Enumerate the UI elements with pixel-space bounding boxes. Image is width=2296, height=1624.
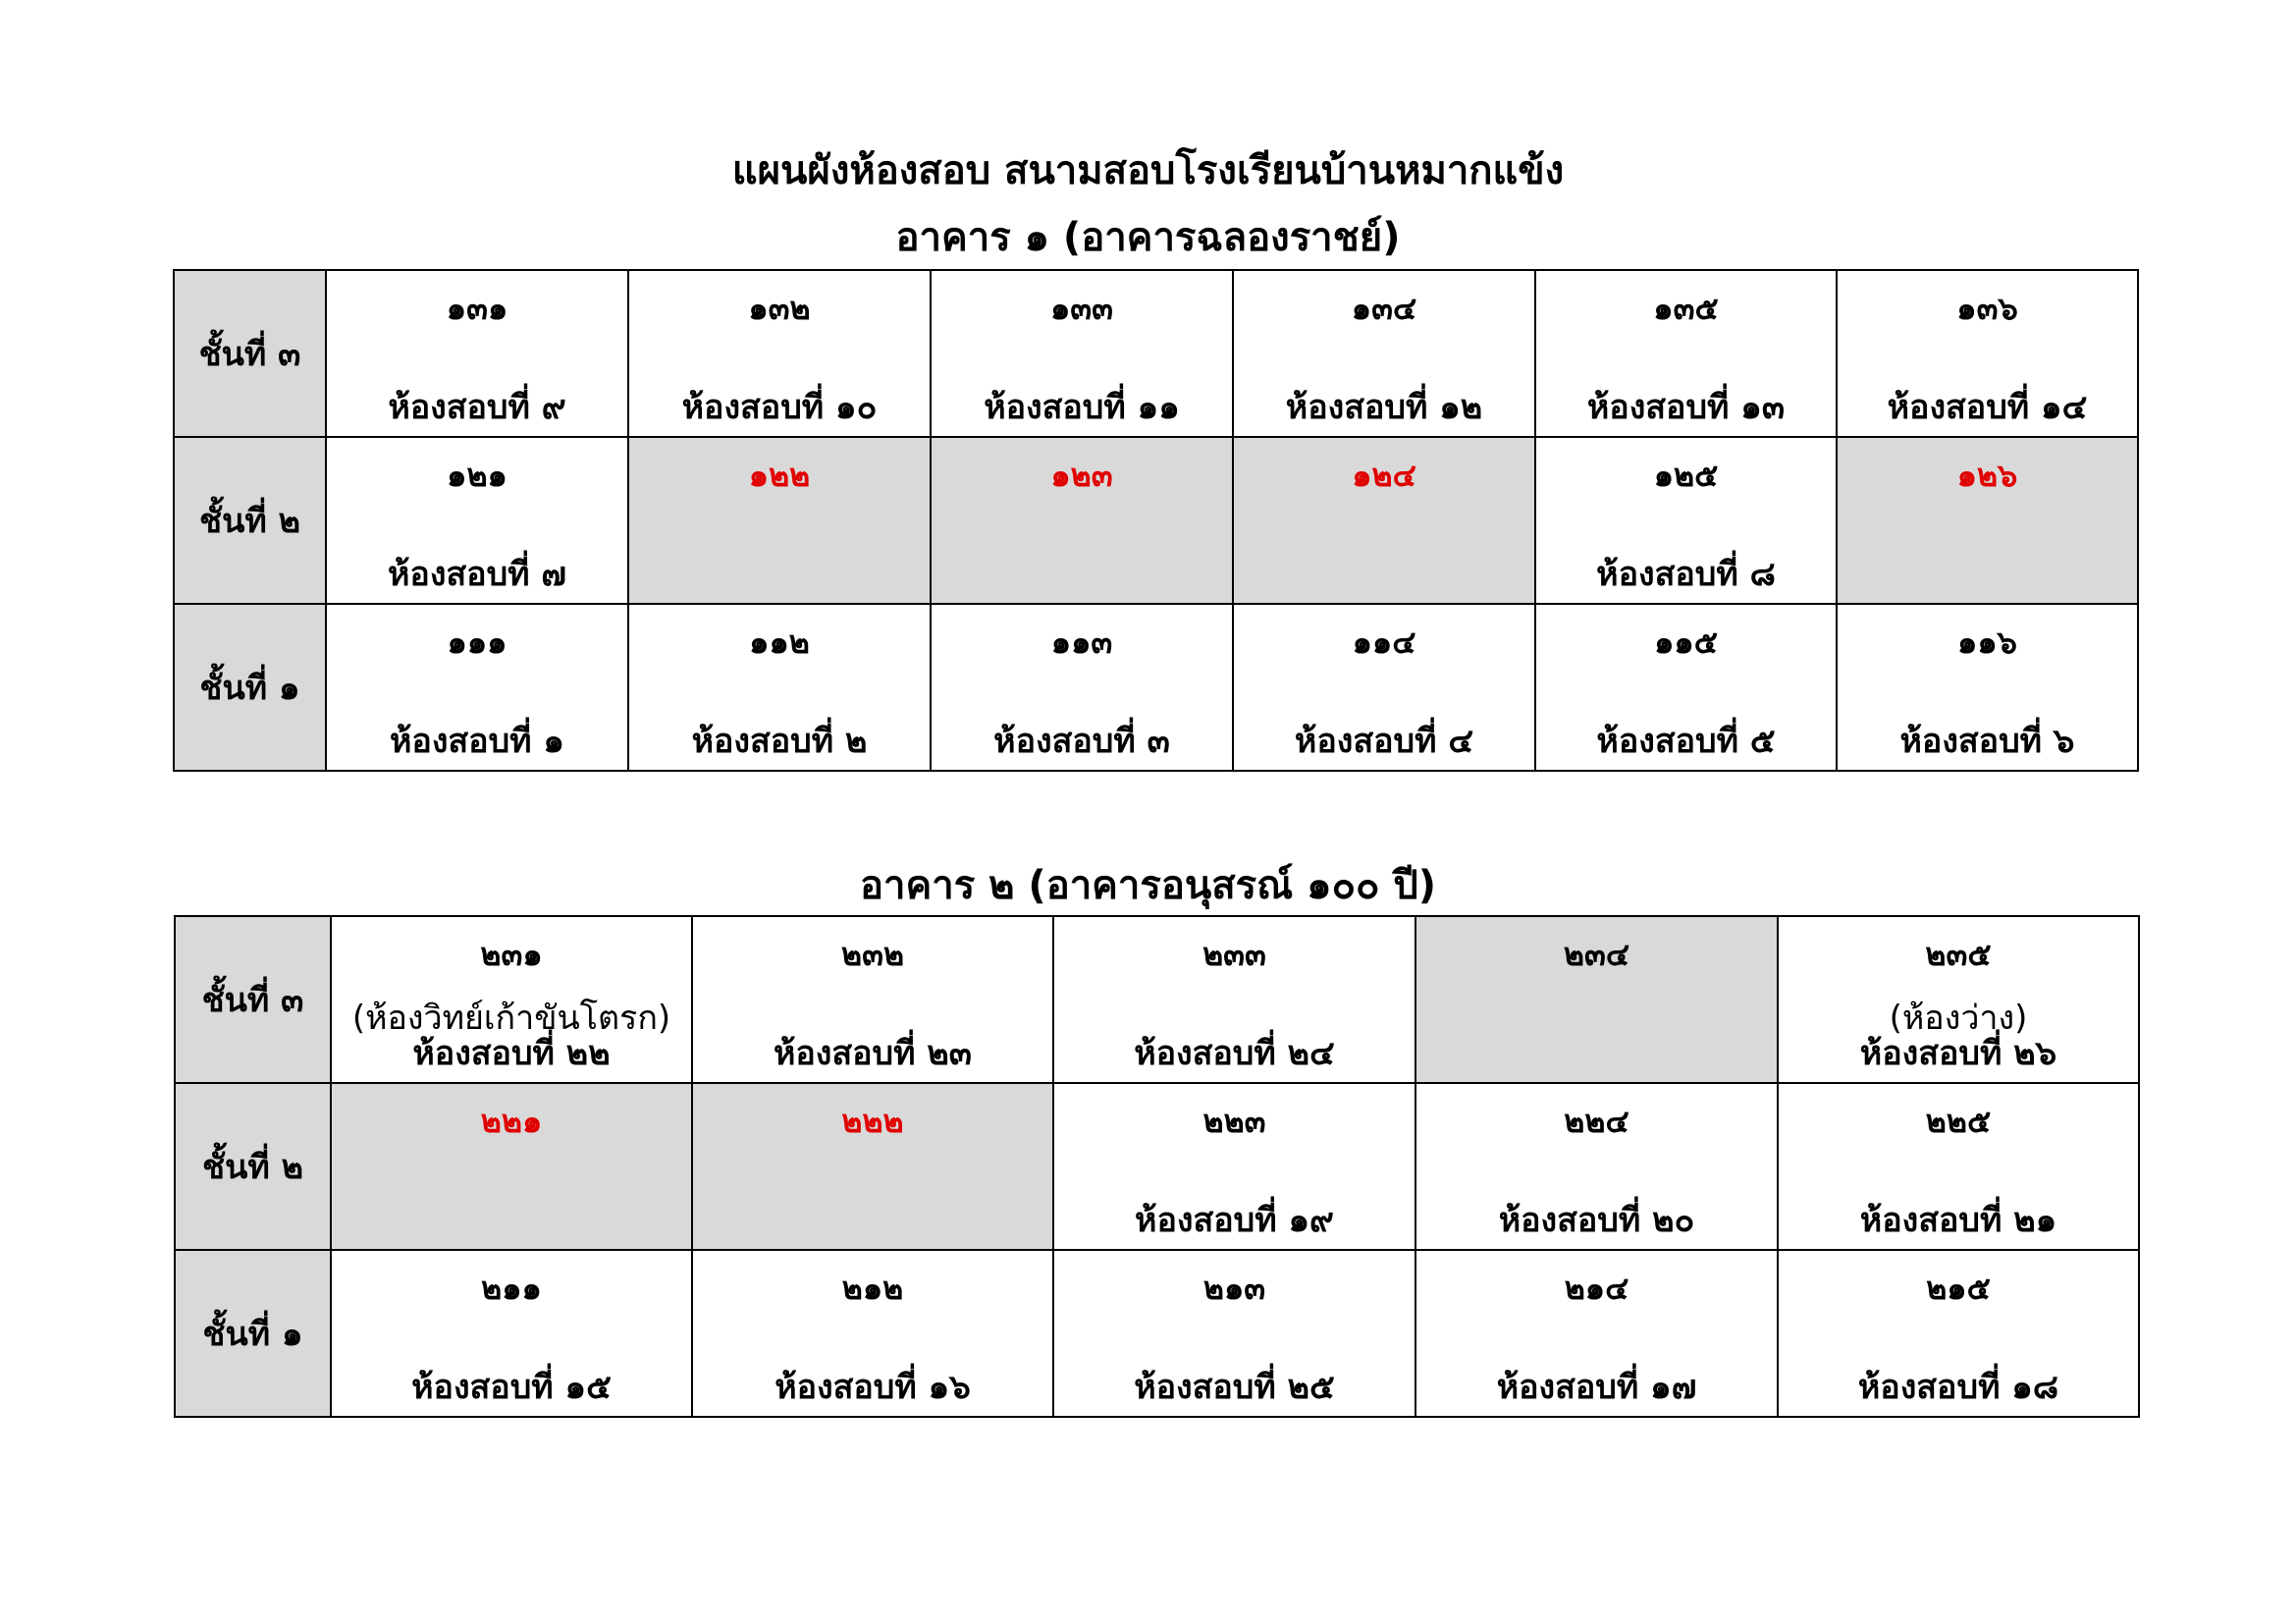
room-cell [1778,1250,2139,1417]
building-2-title: อาคาร ๒ (อาคารอนุสรณ์ ๑๐๐ ปี) [860,863,1436,908]
room-number: ๑๒๑ [447,457,507,494]
room-cell [692,916,1053,1083]
exam-room-label: ห้องสอบที่ ๒๓ [773,1034,973,1073]
room-cell [1535,270,1837,437]
room-cell [326,437,628,604]
room-cell-content [1838,271,2137,436]
room-number: ๒๓๓ [1202,936,1266,973]
exam-room-label: ห้องสอบที่ ๗ [387,555,566,594]
room-number: ๑๓๖ [1956,290,2018,327]
room-number: ๑๒๓ [1050,457,1113,494]
room-number: ๑๑๔ [1352,623,1416,661]
page-title: แผนผังห้องสอบ สนามสอบโรงเรียนบ้านหมากแข้ง [731,148,1565,193]
room-cell [1415,1250,1778,1417]
room-number: ๑๓๒ [748,290,811,327]
room-cell-content [1536,438,1836,603]
room-cell-unused [1837,437,2138,604]
room-cell-content [1416,917,1777,1082]
exam-room-label: ห้องสอบที่ ๑๓ [1586,388,1786,427]
exam-room-label: ห้องสอบที่ ๒๑ [1859,1201,2057,1240]
exam-room-label: ห้องสอบที่ ๒๕ [1134,1368,1335,1407]
room-cell [326,270,628,437]
building-1-title: อาคาร ๑ (อาคารฉลองราชย์) [895,215,1401,260]
room-cell-unused [628,437,931,604]
building-2-floor-plan [174,915,2140,1418]
room-cell [931,604,1233,771]
floor-label: ชั้นที่ ๓ [175,916,331,1083]
room-cell [331,1250,692,1417]
room-cell-content [1838,605,2137,770]
room-number: ๒๒๑ [480,1103,543,1140]
room-cell-content [629,438,930,603]
room-number: ๒๒๓ [1202,1103,1266,1140]
room-number: ๑๒๖ [1956,457,2018,494]
room-cell-content [1054,917,1415,1082]
room-cell-content [332,1084,691,1249]
room-cell-content [629,271,930,436]
room-cell-unused [1233,437,1535,604]
exam-room-label: ห้องสอบที่ ๒๐ [1498,1201,1695,1240]
room-cell [628,270,931,437]
exam-room-label: ห้องสอบที่ ๙ [388,388,566,427]
room-cell-content [1779,1084,2138,1249]
room-cell-content [1536,271,1836,436]
floor-row [174,270,2138,437]
floor-row [175,1250,2139,1417]
room-cell-content [1779,917,2138,1082]
room-cell [1778,916,2139,1083]
room-number: ๒๓๑ [480,936,543,973]
room-number: ๑๒๔ [1352,457,1416,494]
exam-room-label: ห้องสอบที่ ๓ [993,722,1170,761]
room-number: ๑๓๔ [1351,290,1417,327]
floor-row [174,437,2138,604]
room-cell-content [1779,1251,2138,1416]
exam-room-label: ห้องสอบที่ ๘ [1596,555,1776,594]
exam-room-label: ห้องสอบที่ ๑๗ [1496,1368,1697,1407]
exam-room-label: ห้องสอบที่ ๔ [1294,722,1474,761]
room-cell-content [1416,1084,1777,1249]
room-cell-content [1054,1084,1415,1249]
room-cell [1837,604,2138,771]
room-cell-content [327,605,627,770]
room-note: (ห้องวิทย์เก้าขันโตรก) [351,999,671,1038]
floor-row [175,916,2139,1083]
room-number: ๑๑๓ [1050,623,1113,661]
room-number: ๒๓๒ [840,936,905,973]
room-cell [1233,604,1535,771]
room-number: ๒๒๒ [841,1103,904,1140]
exam-room-label: ห้องสอบที่ ๒๔ [1134,1034,1335,1073]
exam-room-label: ห้องสอบที่ ๑ [389,722,565,761]
room-number: ๑๒๕ [1653,457,1719,494]
room-number: ๒๑๑ [481,1270,542,1307]
exam-room-label: ห้องสอบที่ ๑๒ [1285,388,1483,427]
floor-label: ชั้นที่ ๓ [174,270,326,437]
room-number: ๑๑๕ [1654,623,1718,661]
room-note: (ห้องว่าง) [1889,999,2028,1038]
exam-room-label: ห้องสอบที่ ๑๕ [411,1368,612,1407]
room-cell [1053,1083,1415,1250]
exam-room-label: ห้องสอบที่ ๖ [1899,722,2075,761]
floor-row [174,604,2138,771]
room-cell-content [1234,271,1534,436]
room-cell-content [327,438,627,603]
floor-label: ชั้นที่ ๒ [175,1083,331,1250]
room-cell-content [1234,438,1534,603]
room-number: ๑๑๑ [447,623,507,661]
room-cell-content [1234,605,1534,770]
room-cell [628,604,931,771]
room-number: ๒๑๓ [1202,1270,1266,1307]
room-cell-content [1536,605,1836,770]
room-cell-content [932,438,1232,603]
room-cell [1053,916,1415,1083]
exam-room-label: ห้องสอบที่ ๒๒ [412,1034,611,1073]
room-cell [1053,1250,1415,1417]
room-cell-unused [692,1083,1053,1250]
room-number: ๒๒๕ [1925,1103,1992,1140]
room-cell-content [332,917,691,1082]
room-cell-content [932,271,1232,436]
room-cell-content [1416,1251,1777,1416]
room-cell [1535,604,1837,771]
building-1-floor-plan [173,269,2139,772]
exam-room-label: ห้องสอบที่ ๒๖ [1859,1034,2057,1073]
room-cell [326,604,628,771]
exam-room-label: ห้องสอบที่ ๑๐ [681,388,878,427]
room-number: ๑๑๖ [1957,623,2017,661]
floor-label: ชั้นที่ ๒ [174,437,326,604]
room-number: ๑๓๕ [1653,290,1719,327]
floor-label: ชั้นที่ ๑ [175,1250,331,1417]
room-cell [931,270,1233,437]
exam-room-label: ห้องสอบที่ ๑๔ [1887,388,2088,427]
room-cell-content [1054,1251,1415,1416]
room-number: ๒๑๔ [1564,1270,1629,1307]
floor-label: ชั้นที่ ๑ [174,604,326,771]
exam-room-label: ห้องสอบที่ ๕ [1596,722,1776,761]
room-cell-content [629,605,930,770]
exam-room-label: ห้องสอบที่ ๑๖ [774,1368,971,1407]
room-cell [331,916,692,1083]
room-number: ๑๓๓ [1049,290,1114,327]
room-cell-unused [331,1083,692,1250]
room-cell-unused [931,437,1233,604]
exam-room-label: ห้องสอบที่ ๑๑ [984,388,1180,427]
room-cell [692,1250,1053,1417]
room-number: ๒๑๕ [1926,1270,1991,1307]
room-cell-content [932,605,1232,770]
room-number: ๑๑๒ [749,623,810,661]
room-cell [1535,437,1837,604]
room-cell-content [693,917,1052,1082]
room-cell-content [1838,438,2137,603]
exam-room-label: ห้องสอบที่ ๑๘ [1857,1368,2059,1407]
room-cell [1233,270,1535,437]
room-cell-content [327,271,627,436]
room-number: ๑๓๑ [446,290,508,327]
room-number: ๒๓๔ [1563,936,1630,973]
room-cell [1415,916,1778,1083]
room-number: ๑๒๒ [748,457,811,494]
exam-room-label: ห้องสอบที่ ๑๙ [1135,1201,1334,1240]
floor-row [175,1083,2139,1250]
room-cell-content [332,1251,691,1416]
exam-room-label: ห้องสอบที่ ๒ [691,722,868,761]
room-cell [1778,1083,2139,1250]
room-number: ๒๓๕ [1925,936,1992,973]
room-number: ๒๒๔ [1564,1103,1629,1140]
room-cell [1837,270,2138,437]
room-cell-content [693,1251,1052,1416]
room-cell-content [693,1084,1052,1249]
room-cell [1415,1083,1778,1250]
room-number: ๒๑๒ [841,1270,904,1307]
